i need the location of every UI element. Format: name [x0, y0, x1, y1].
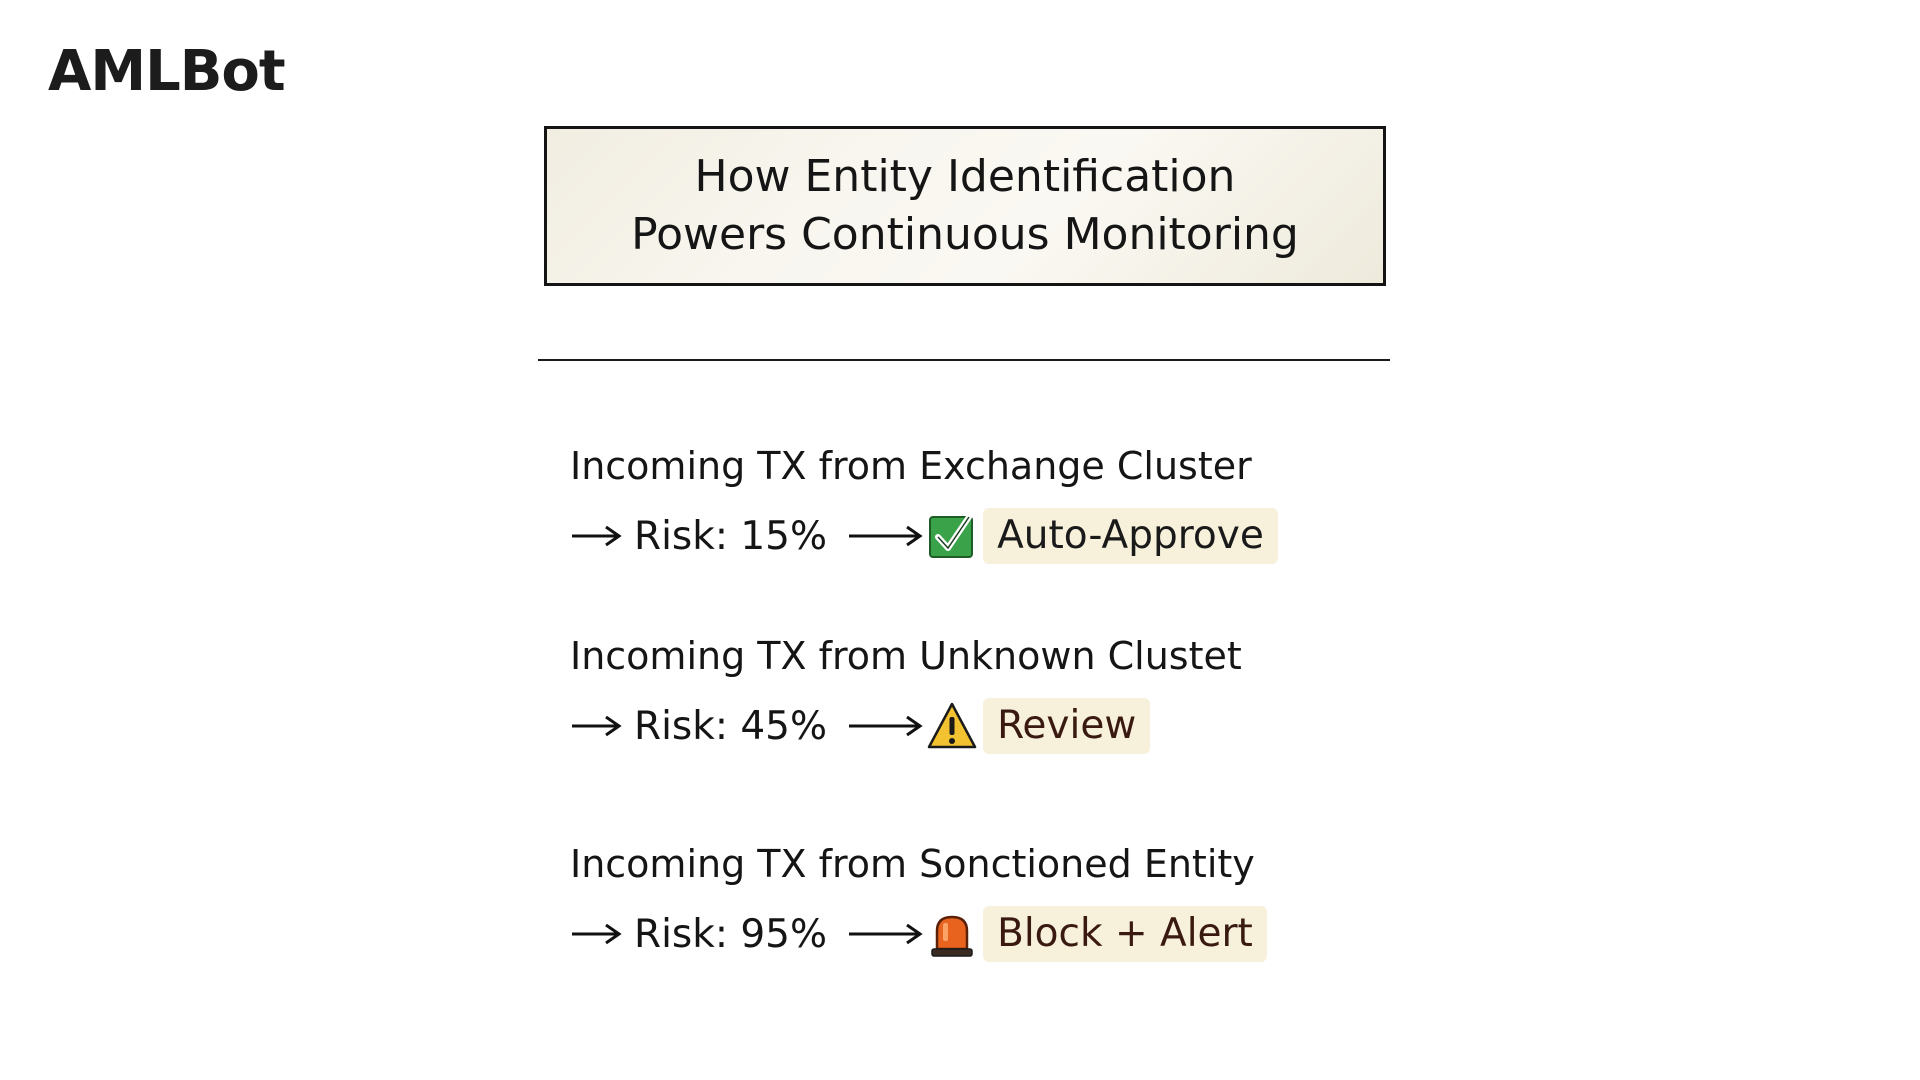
- monitoring-row-unknown: [570, 632, 1370, 754]
- divider: [538, 359, 1390, 361]
- risk-value: Risk: 15%: [634, 513, 828, 559]
- title-line-2: Powers Continuous Monitoring: [631, 209, 1299, 260]
- monitoring-row-sanctioned: [570, 840, 1370, 962]
- alarm-siren-icon: [927, 909, 977, 959]
- arrow-right-icon: [570, 524, 622, 548]
- row-source-label: Incoming TX from Sonctioned Entity: [570, 842, 1255, 886]
- amlbot-logo: AMLBot: [48, 39, 285, 104]
- risk-line: [570, 906, 1370, 962]
- long-arrow-right-icon: [847, 714, 923, 738]
- arrow-right-icon: [570, 714, 622, 738]
- action-badge-auto-approve: Auto-Approve: [983, 508, 1278, 564]
- action-badge-review: Review: [983, 698, 1150, 754]
- long-arrow-right-icon: [847, 922, 923, 946]
- title-card: [544, 126, 1386, 286]
- risk-line: [570, 508, 1370, 564]
- warning-triangle-icon: [927, 701, 977, 751]
- long-arrow-right-icon: [847, 524, 923, 548]
- row-source-label: Incoming TX from Unknown Clustet: [570, 634, 1242, 678]
- title-line-1: How Entity Identification: [694, 151, 1236, 202]
- row-source-label: Incoming TX from Exchange Cluster: [570, 444, 1252, 488]
- monitoring-row-exchange: [570, 442, 1370, 564]
- risk-value: Risk: 95%: [634, 911, 828, 957]
- action-badge-block-alert: Block + Alert: [983, 906, 1267, 962]
- risk-line: [570, 698, 1370, 754]
- green-checkmark-icon: [927, 511, 977, 561]
- arrow-right-icon: [570, 922, 622, 946]
- risk-value: Risk: 45%: [634, 703, 828, 749]
